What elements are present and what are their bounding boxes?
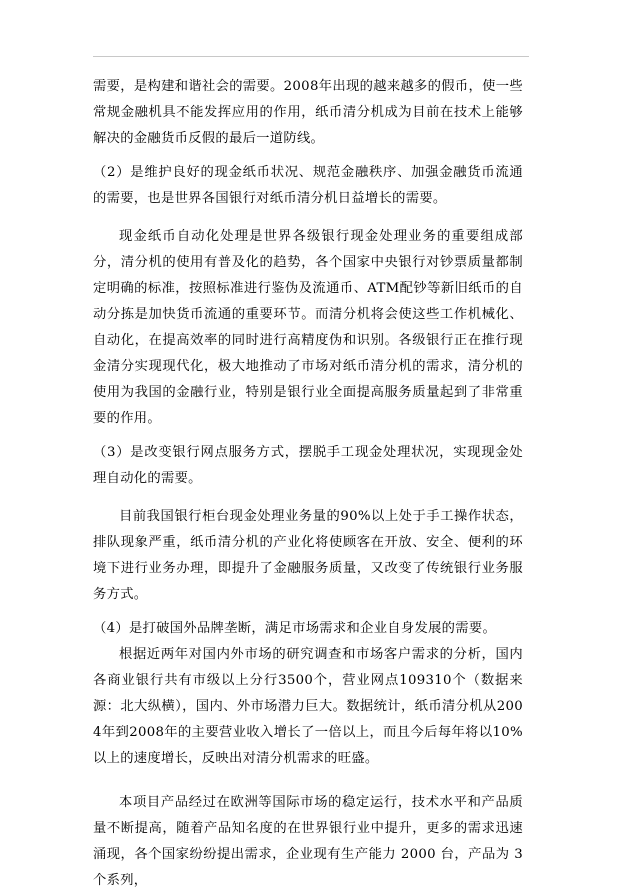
paragraph-point-4: （4）是打破国外品牌垄断，满足市场需求和企业自身发展的需要。 — [93, 621, 497, 636]
paragraph-product-capacity: 本项目产品经过在欧洲等国际市场的稳定运行，技术水平和产品质量不断提高，随着产品知名度的在世界银行业中提升，更多的需求迅速涌现，各个国家纷纷提出需求，企业现有生产能力 2000 台，产品为 3个系列， — [93, 795, 523, 888]
paragraph-point-3: （3）是改变银行网点服务方式，摆脱手工现金处理状况，实现现金处理自动化的需要。 — [93, 445, 523, 486]
header-rule — [93, 56, 529, 57]
paragraph-cash-automation: 现金纸币自动化处理是世界各级银行现金处理业务的重要组成部分，清分机的使用有普及化的趋势，各个国家中央银行对钞票质量都制定明确的标准，按照标准进行鉴伪及流通币、ATM配钞等新旧纸币的自动分拣是加快货币流通的重要环节。而清分机将会使这些工作机械化、自动化，在提高效率的同时进行高精度伪和识别。各级银行正在推行现金清分实现现代化，极大地推动了市场对纸币清分机的需求，清分机的使用为我国的金融行业，特别是银行业全面提高服务质量起到了非常重要的作用。 — [93, 229, 523, 426]
paragraph-market-research: 根据近两年对国内外市场的研究调查和市场客户需求的分析，国内各商业银行共有市级以上分行3500个，营业网点109310个（数据来源：北大纵横），国内、外市场潜力巨大。数据统计，纸币清分机从2004年到2008年的主要营业收入增长了一倍以上，而且今后每年将以10%以上的速度增长，反映出对清分机需求的旺盛。 — [93, 647, 523, 766]
paragraph-continuation: 需要，是构建和谐社会的需要。2008年出现的越来越多的假币，使一些常规金融机具不能发挥应用的作用，纸币清分机成为目前在技术上能够解决的金融货币反假的最后一道防线。 — [93, 79, 523, 146]
paragraph-counter-operations: 目前我国银行柜台现金处理业务量的90%以上处于手工操作状态，排队现象严重，纸币清分机的产业化将使顾客在开放、安全、便利的环境下进行业务办理，即提升了金融服务质量，又改变了传统银行业务服务方式。 — [93, 509, 523, 602]
paragraph-point-2: （2）是维护良好的现金纸币状况、规范金融秩序、加强金融货币流通的需要，也是世界各国银行对纸币清分机日益增长的需要。 — [93, 165, 523, 206]
document-body — [93, 74, 523, 894]
